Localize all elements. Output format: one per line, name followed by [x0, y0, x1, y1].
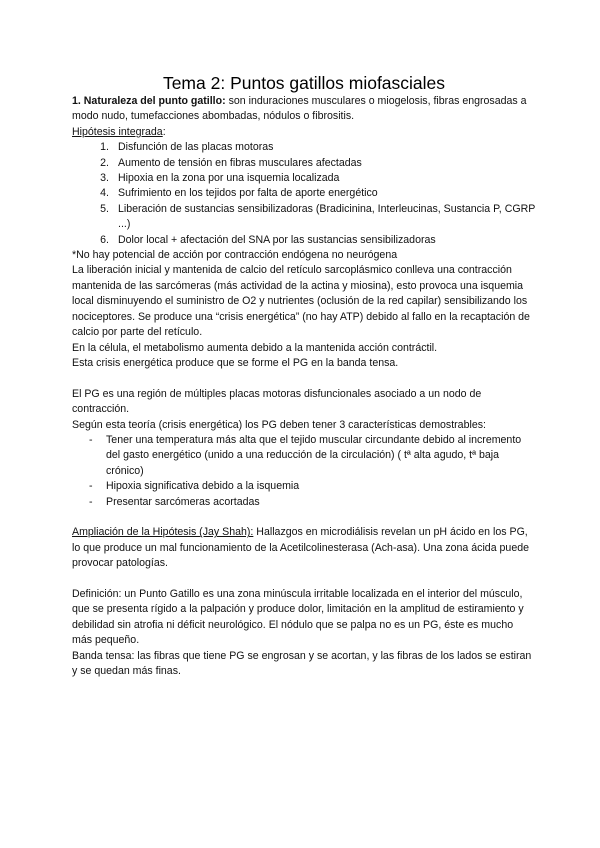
- list-item: [72, 479, 536, 494]
- caracteristicas-list: [72, 433, 536, 510]
- list-item-number: 4.: [100, 187, 109, 200]
- page-title: Tema 2: Puntos gatillos miofasciales: [162, 73, 446, 93]
- section-1-paragraph: [72, 94, 536, 125]
- list-item-dash: -: [89, 480, 93, 493]
- list-item-text: Hipoxia significativa debido a la isquemia: [106, 480, 300, 493]
- section-1-text: son induraciones musculares o miogelosis, fibras engrosadas a modo nudo, tumefacciones abombadas, nódulos o fibrositis.: [72, 95, 527, 123]
- list-item-text: Presentar sarcómeras acortadas: [106, 495, 260, 508]
- list-item: [72, 140, 536, 155]
- section-1-heading: 1. Naturaleza del punto gatillo:: [72, 95, 226, 107]
- list-item: [72, 202, 536, 233]
- banda-tensa-paragraph: Banda tensa: las fibras que tiene PG se engrosan y se acortan, y las fibras de los lados se estiran y se quedan más finas.: [72, 649, 532, 677]
- list-item-dash: -: [89, 495, 93, 508]
- list-item: [72, 495, 536, 510]
- body-paragraph: En la célula, el metabolismo aumenta debido a la mantenida acción contráctil.: [72, 341, 438, 354]
- list-item-number: 3.: [100, 172, 109, 185]
- list-item-number: 2.: [100, 156, 109, 169]
- list-item-number: 6.: [100, 233, 109, 246]
- hipotesis-heading: [72, 125, 536, 140]
- ampliacion-paragraph: [72, 525, 536, 571]
- list-item-dash: -: [89, 433, 93, 446]
- ampliacion-label: Ampliación de la Hipótesis (Jay Shah):: [72, 526, 254, 539]
- paragraph-gap: [72, 371, 536, 386]
- ampliacion-text: Hallazgos en microdiálisis revelan un pH ácido en los PG, lo que produce un mal funcionamiento de la Acetilcolinesterasa (Ach-asa). Una zona ácida puede provocar patologías.: [72, 526, 529, 570]
- hipotesis-label: Hipótesis integrada: [72, 125, 163, 138]
- list-item: [72, 433, 536, 479]
- list-item-text: Aumento de tensión en fibras musculares afectadas: [118, 156, 362, 169]
- document-page: [72, 72, 536, 679]
- note-paragraph: *No hay potencial de acción por contracción endógena no neurógena: [72, 249, 398, 262]
- hipotesis-list: [72, 140, 536, 248]
- paragraph-gap: [72, 572, 536, 587]
- list-item-number: 1.: [100, 141, 109, 154]
- body-paragraph: Esta crisis energética produce que se forme el PG en la banda tensa.: [72, 356, 399, 369]
- body-paragraph: El PG es una región de múltiples placas motoras disfuncionales asociado a un nodo de contracción.: [72, 387, 482, 416]
- body-paragraph: La liberación inicial y mantenida de calcio del retículo sarcoplásmico conlleva una contracción mantenida de las sarcómeras (más actividad de la actina y miosina), esto provoca una isquemia local disminuyendo el suministro de O2 y nutrientes (oclusión de la red capilar) sensibilizando los nociceptores. Se produce una “crisis energética” (no hay ATP) debido al fallo en la recaptación de calcio por parte del retículo.: [72, 264, 530, 339]
- list-item-number: 5.: [100, 202, 109, 215]
- list-item-text: Disfunción de las placas motoras: [118, 141, 274, 154]
- list-item-text: Liberación de sustancias sensibilizadoras (Bradicinina, Interleucinas, Sustancia P, CGRP ...): [118, 202, 536, 231]
- list-item-text: Sufrimiento en los tejidos por falta de aporte energético: [118, 187, 378, 200]
- list-item-text: Hipoxia en la zona por una isquemia localizada: [118, 172, 340, 185]
- list-item-text: Dolor local + afectación del SNA por las sustancias sensibilizadoras: [118, 233, 436, 246]
- paragraph-gap: [72, 510, 536, 525]
- list-item-text: Tener una temperatura más alta que el tejido muscular circundante debido al incremento del gasto energético (unido a una reducción de la circulación) ( tª alta agudo, tª baja crónico): [106, 433, 522, 477]
- body-paragraph: Según esta teoría (crisis energética) los PG deben tener 3 características demostrables:: [72, 418, 486, 431]
- list-item: [72, 186, 536, 201]
- definicion-paragraph: Definición: un Punto Gatillo es una zona minúscula irritable localizada en el interior del músculo, que se presenta rígido a la palpación y produce dolor, limitación en la amplitud de estiramiento y debilidad sin atrofia ni déficit neurológico. El nódulo que se palpa no es un PG, éste es mucho más pequeño.: [72, 587, 524, 647]
- list-item: [72, 171, 536, 186]
- hipotesis-colon: :: [162, 125, 166, 138]
- list-item: [72, 156, 536, 171]
- list-item: [72, 233, 536, 248]
